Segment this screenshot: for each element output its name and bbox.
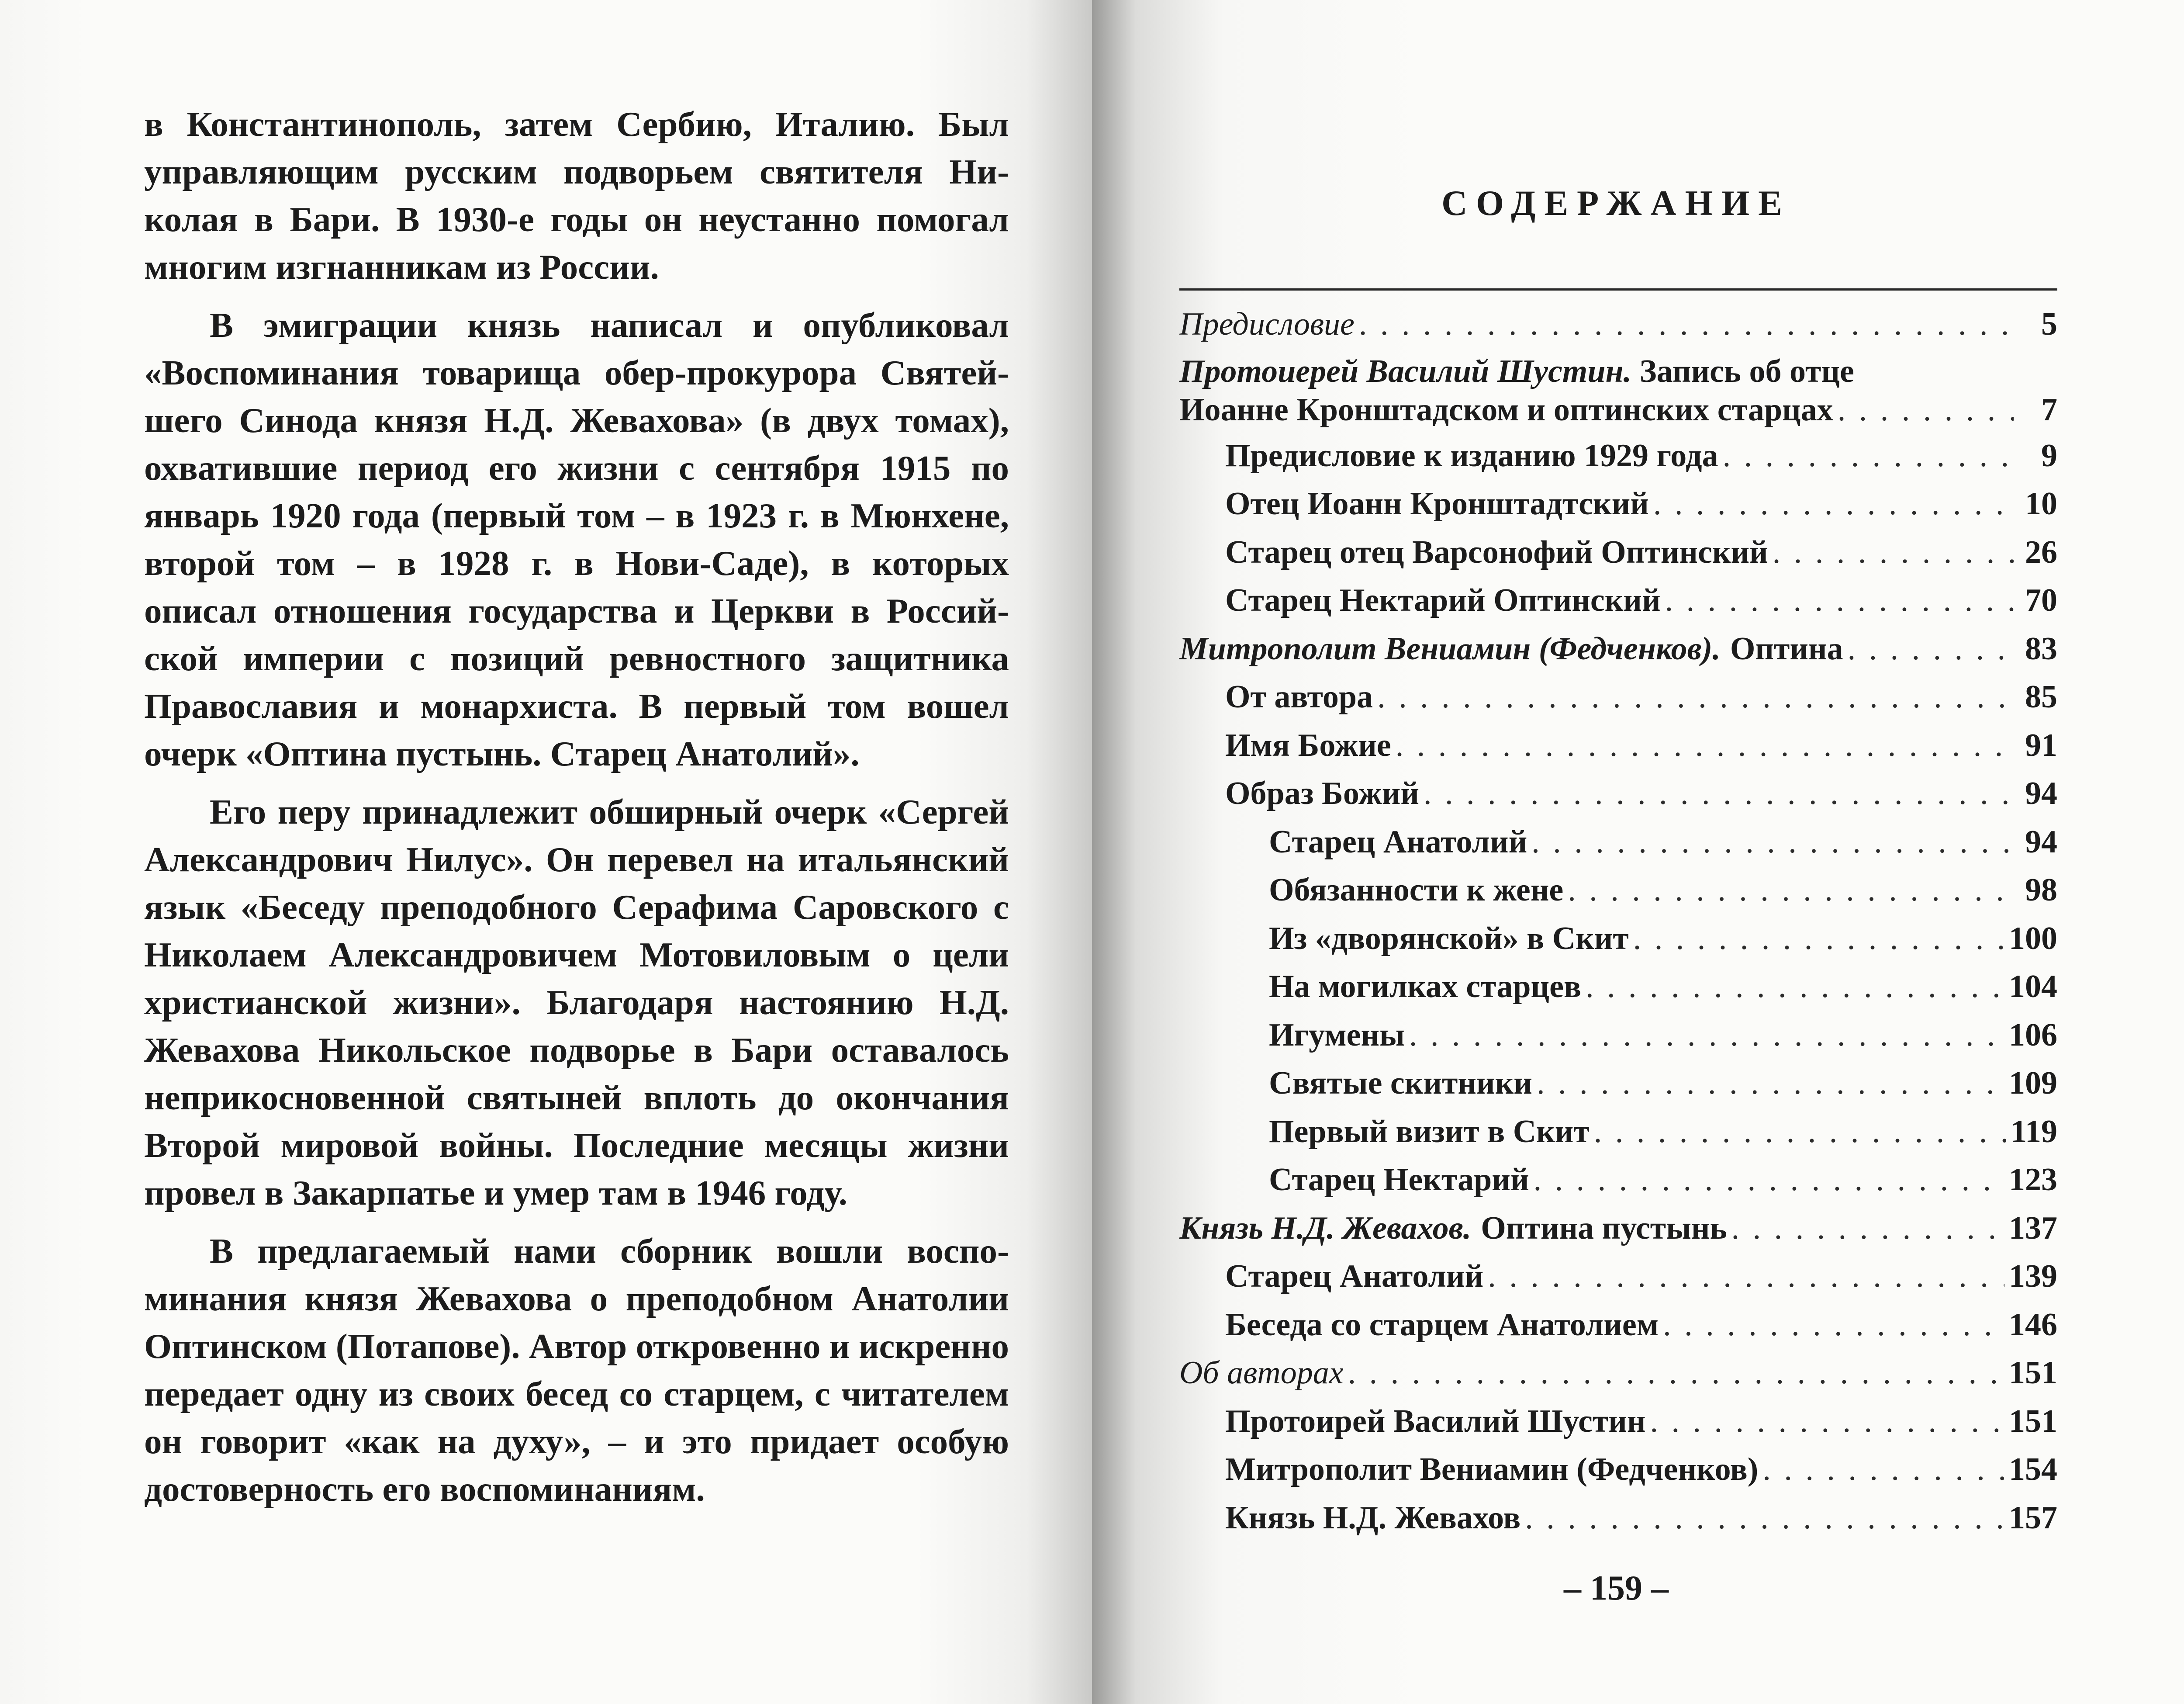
dot-leader — [1731, 1204, 2004, 1253]
toc-entry[interactable]: Предисловие к изданию 1929 года . . . 9 — [1179, 432, 2057, 480]
paragraph: В предлагаемый нами сборник вошли воспоминания князя Жевахова о преподобном Анатолии Оптинском (Потапове). Автор откровенно и искренно передает одну из своих бесед со старцем, с читателем он говорит «как на духу», – и это придает особую достоверность его воспоминаниям. — [144, 1231, 1009, 1509]
paragraph: в Константинополь, затем Сербию, Италию. Был управляющим русским подворьем святителя Николая в Бари. В 1930-е годы он неустанно помогал многим изгнанникам из России. — [144, 104, 1009, 287]
toc-entry-shustin[interactable]: Протоиерей Василий Шустин. Запись об отце Иоанне Кронштадском и оптинских старцах . . . 7 — [1179, 349, 2057, 432]
toc-entry[interactable]: От автора . . . 85 — [1179, 673, 2057, 721]
toc-entry-zhevakhov[interactable]: Князь Н.Д. Жевахов. Оптина пустынь . . . 137 — [1179, 1204, 2057, 1253]
dot-leader — [1396, 721, 2014, 770]
paragraph: В эмиграции князь написал и опубликовал «Воспоминания товарища обер-прокурора Святейшего Синода князя Н.Д. Жевахова» (в двух томах), охватившие период его жизни с сентября 1915 по январь 1920 года (первый том – в 1923 г. в Мюнхене, второй том – в 1928 г. в Нови-Саде), в которых описал отношения государства и Церкви в Российской империи с позиций ревностного защитника Православия и монархиста. В первый том вошел очерк «Оптина пустынь. Старец Анатолий». — [144, 305, 1009, 773]
dot-leader — [1424, 769, 2014, 818]
toc-entry[interactable]: Старец Нектарий Оптинский . . . 70 — [1179, 576, 2057, 625]
toc-entry[interactable]: Имя Божие . . . 91 — [1179, 721, 2057, 770]
toc-entry[interactable]: Отец Иоанн Кронштадтский . . . 10 — [1179, 480, 2057, 528]
dot-leader — [1348, 1349, 2004, 1397]
table-of-contents — [1179, 288, 2057, 1542]
divider — [1179, 288, 2057, 291]
dot-leader — [1773, 528, 2014, 577]
dot-leader — [1568, 866, 2014, 914]
page-title: СОДЕРЖАНИЕ — [1441, 183, 1791, 223]
toc-entry-authors[interactable]: Об авторах . . . 151 — [1179, 1349, 2057, 1397]
dot-leader — [1762, 1445, 2004, 1494]
toc-entry-preface[interactable]: Предисловие . . . 5 — [1179, 300, 2057, 349]
dot-leader — [1377, 673, 2014, 721]
toc-entry[interactable]: Святые скитники . . . 109 — [1179, 1059, 2057, 1108]
toc-entry[interactable]: Образ Божий . . . 94 — [1179, 769, 2057, 818]
toc-entry[interactable]: Протоирей Василий Шустин . . . 151 — [1179, 1397, 2057, 1446]
dot-leader — [1663, 1301, 2004, 1349]
dot-leader — [1409, 1011, 2004, 1060]
toc-entry[interactable]: Старец Нектарий . . . 123 — [1179, 1156, 2057, 1204]
dot-leader — [1586, 963, 2004, 1011]
toc-entry[interactable]: Беседа со старцем Анатолием . . . 146 — [1179, 1301, 2057, 1349]
toc-entry[interactable]: Старец отец Варсонофий Оптинский . . . 26 — [1179, 528, 2057, 577]
toc-entry[interactable]: Старец Анатолий . . . 94 — [1179, 818, 2057, 866]
dot-leader — [1838, 391, 2014, 429]
page-number: – 159 – — [1564, 1569, 1669, 1607]
toc-entry[interactable]: Из «дворянской» в Скит . . . 100 — [1179, 914, 2057, 963]
dot-leader — [1650, 1397, 2004, 1446]
toc-entry[interactable]: Игумены . . . 106 — [1179, 1011, 2057, 1060]
toc-entry-veniamin[interactable]: Митрополит Вениамин (Федченков). Оптина . . . 83 — [1179, 625, 2057, 673]
paragraph: Его перу принадлежит обширный очерк «Сергей Александрович Нилус». Он перевел на итальянский язык «Беседу преподобного Серафима Саровского с Николаем Александровичем Мотовиловым о цели христианской жизни». Благодаря настоянию Н.Д. Жевахова Никольское подворье в Бари оставалось неприкосновенной святыней вплоть до окончания Второй мировой войны. Последние месяцы жизни провел в Закарпатье и умер там в 1946 году. — [144, 792, 1009, 1212]
toc-entry[interactable]: Старец Анатолий . . . 139 — [1179, 1252, 2057, 1301]
dot-leader — [1653, 480, 2014, 528]
dot-leader — [1723, 432, 2014, 480]
toc-entry[interactable]: Князь Н.Д. Жевахов . . . 157 — [1179, 1494, 2057, 1542]
dot-leader — [1665, 576, 2014, 625]
dot-leader — [1531, 818, 2014, 866]
left-page-text — [144, 100, 1009, 1524]
toc-entry[interactable]: Митрополит Вениамин (Федченков) . . . 154 — [1179, 1445, 2057, 1494]
dot-leader — [1488, 1252, 2004, 1301]
toc-entry[interactable]: Обязанности к жене . . . 98 — [1179, 866, 2057, 914]
dot-leader — [1359, 300, 2014, 349]
toc-entry[interactable]: На могилках старцев . . . 104 — [1179, 963, 2057, 1011]
dot-leader — [1633, 914, 2004, 963]
toc-entry[interactable]: Первый визит в Скит . . . 119 — [1179, 1108, 2057, 1156]
dot-leader — [1525, 1494, 2004, 1542]
dot-leader — [1848, 625, 2014, 673]
dot-leader — [1534, 1156, 2004, 1204]
dot-leader — [1594, 1108, 2006, 1156]
dot-leader — [1537, 1059, 2004, 1108]
